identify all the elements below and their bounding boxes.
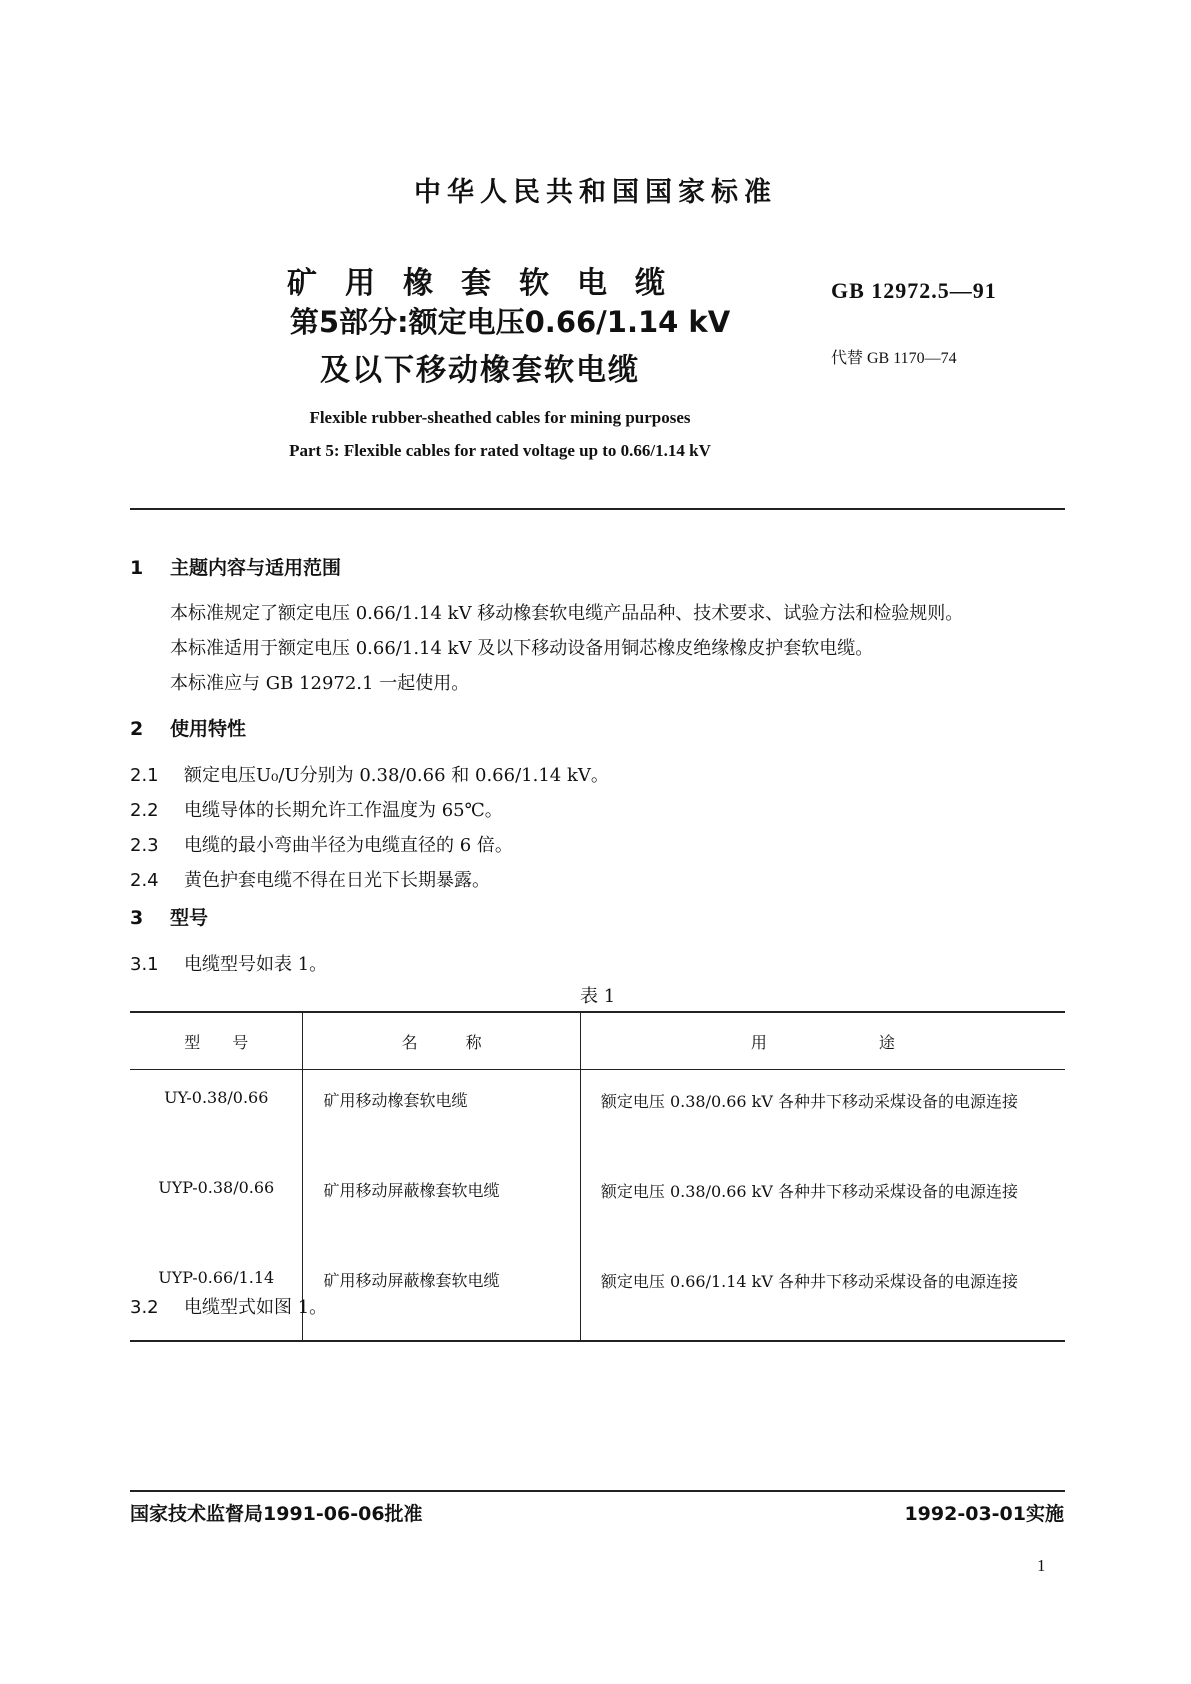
table-row bbox=[130, 1160, 1065, 1250]
clause-text: 电缆导体的长期允许工作温度为 65℃。 bbox=[184, 800, 503, 821]
standard-code: GB 12972.5—91 bbox=[831, 278, 997, 303]
section-3-heading bbox=[130, 903, 208, 930]
clause-text: 电缆型号如表 1。 bbox=[184, 954, 328, 975]
paragraph: 本标准应与 GB 12972.1 一起使用。 bbox=[170, 673, 470, 694]
section-title: 使用特性 bbox=[170, 718, 247, 740]
table-row bbox=[130, 1070, 1065, 1161]
english-subtitle: Part 5: Flexible cables for rated voltage up to 0.66/1.14 kV bbox=[289, 441, 711, 460]
english-title: Flexible rubber-sheathed cables for mining purposes bbox=[309, 408, 691, 427]
clause-number: 3.2 bbox=[130, 1297, 159, 1318]
section-number: 1 bbox=[130, 557, 144, 579]
header-divider bbox=[130, 508, 1065, 510]
page-number: 1 bbox=[1037, 1556, 1046, 1575]
clause-text: 额定电压U₀/U分别为 0.38/0.66 和 0.66/1.14 kV。 bbox=[184, 765, 609, 786]
section-number: 2 bbox=[130, 718, 144, 740]
header-usage: 用 途 bbox=[580, 1012, 1065, 1070]
cell-name: 矿用移动橡套软电缆 bbox=[303, 1070, 580, 1161]
document-subtitle-part: 第5部分:额定电压0.66/1.14 kV bbox=[289, 305, 731, 339]
header-name: 名 称 bbox=[303, 1012, 580, 1070]
clause-number: 2.4 bbox=[130, 870, 159, 891]
clause-2-2 bbox=[130, 796, 503, 822]
cell-model: UYP-0.66/1.14 bbox=[130, 1250, 303, 1341]
paragraph: 本标准适用于额定电压 0.66/1.14 kV 及以下移动设备用铜芯橡皮绝缘橡皮护套软电缆。 bbox=[170, 638, 874, 659]
cell-usage: 额定电压 0.38/0.66 kV 各种井下移动采煤设备的电源连接 bbox=[600, 1182, 1019, 1201]
paragraph: 本标准规定了额定电压 0.66/1.14 kV 移动橡套软电缆产品品种、技术要求、试验方法和检验规则。 bbox=[170, 603, 964, 624]
clause-3-2 bbox=[130, 1293, 327, 1319]
cell-name: 矿用移动屏蔽橡套软电缆 bbox=[303, 1160, 580, 1250]
table-header-row bbox=[130, 1012, 1065, 1070]
clause-number: 3.1 bbox=[130, 954, 159, 975]
clause-number: 2.2 bbox=[130, 800, 159, 821]
header-model: 型 号 bbox=[130, 1012, 303, 1070]
clause-2-1 bbox=[130, 761, 609, 787]
clause-3-1 bbox=[130, 950, 327, 976]
section-title: 主题内容与适用范围 bbox=[170, 557, 342, 579]
cell-model: UYP-0.38/0.66 bbox=[130, 1160, 303, 1250]
clause-text: 电缆的最小弯曲半径为电缆直径的 6 倍。 bbox=[184, 835, 513, 856]
section-number: 3 bbox=[130, 907, 144, 929]
implementation-date: 1992-03-01实施 bbox=[904, 1503, 1064, 1525]
clause-number: 2.1 bbox=[130, 765, 159, 786]
clause-2-3 bbox=[130, 831, 513, 857]
clause-2-4 bbox=[130, 866, 490, 892]
section-2-heading bbox=[130, 714, 246, 741]
document-subtitle-scope: 及以下移动橡套软电缆 bbox=[320, 353, 640, 388]
cell-usage: 额定电压 0.66/1.14 kV 各种井下移动采煤设备的电源连接 bbox=[600, 1272, 1019, 1291]
approval-date: 国家技术监督局1991-06-06批准 bbox=[130, 1503, 423, 1525]
table-caption: 表 1 bbox=[580, 986, 616, 1007]
document-title: 矿用橡套软电缆 bbox=[287, 266, 693, 301]
footer-divider bbox=[130, 1490, 1065, 1492]
clause-number: 2.3 bbox=[130, 835, 159, 856]
section-1-heading bbox=[130, 553, 341, 580]
cell-name: 矿用移动屏蔽橡套软电缆 bbox=[303, 1250, 580, 1341]
clause-text: 电缆型式如图 1。 bbox=[184, 1297, 328, 1318]
clause-text: 黄色护套电缆不得在日光下长期暴露。 bbox=[184, 870, 490, 891]
national-standard-heading: 中华人民共和国国家标准 bbox=[414, 177, 777, 208]
replaces-standard: 代替 GB 1170—74 bbox=[831, 350, 957, 367]
cell-usage: 额定电压 0.38/0.66 kV 各种井下移动采煤设备的电源连接 bbox=[600, 1092, 1019, 1111]
cell-model: UY-0.38/0.66 bbox=[130, 1070, 303, 1161]
section-title: 型号 bbox=[170, 907, 209, 929]
